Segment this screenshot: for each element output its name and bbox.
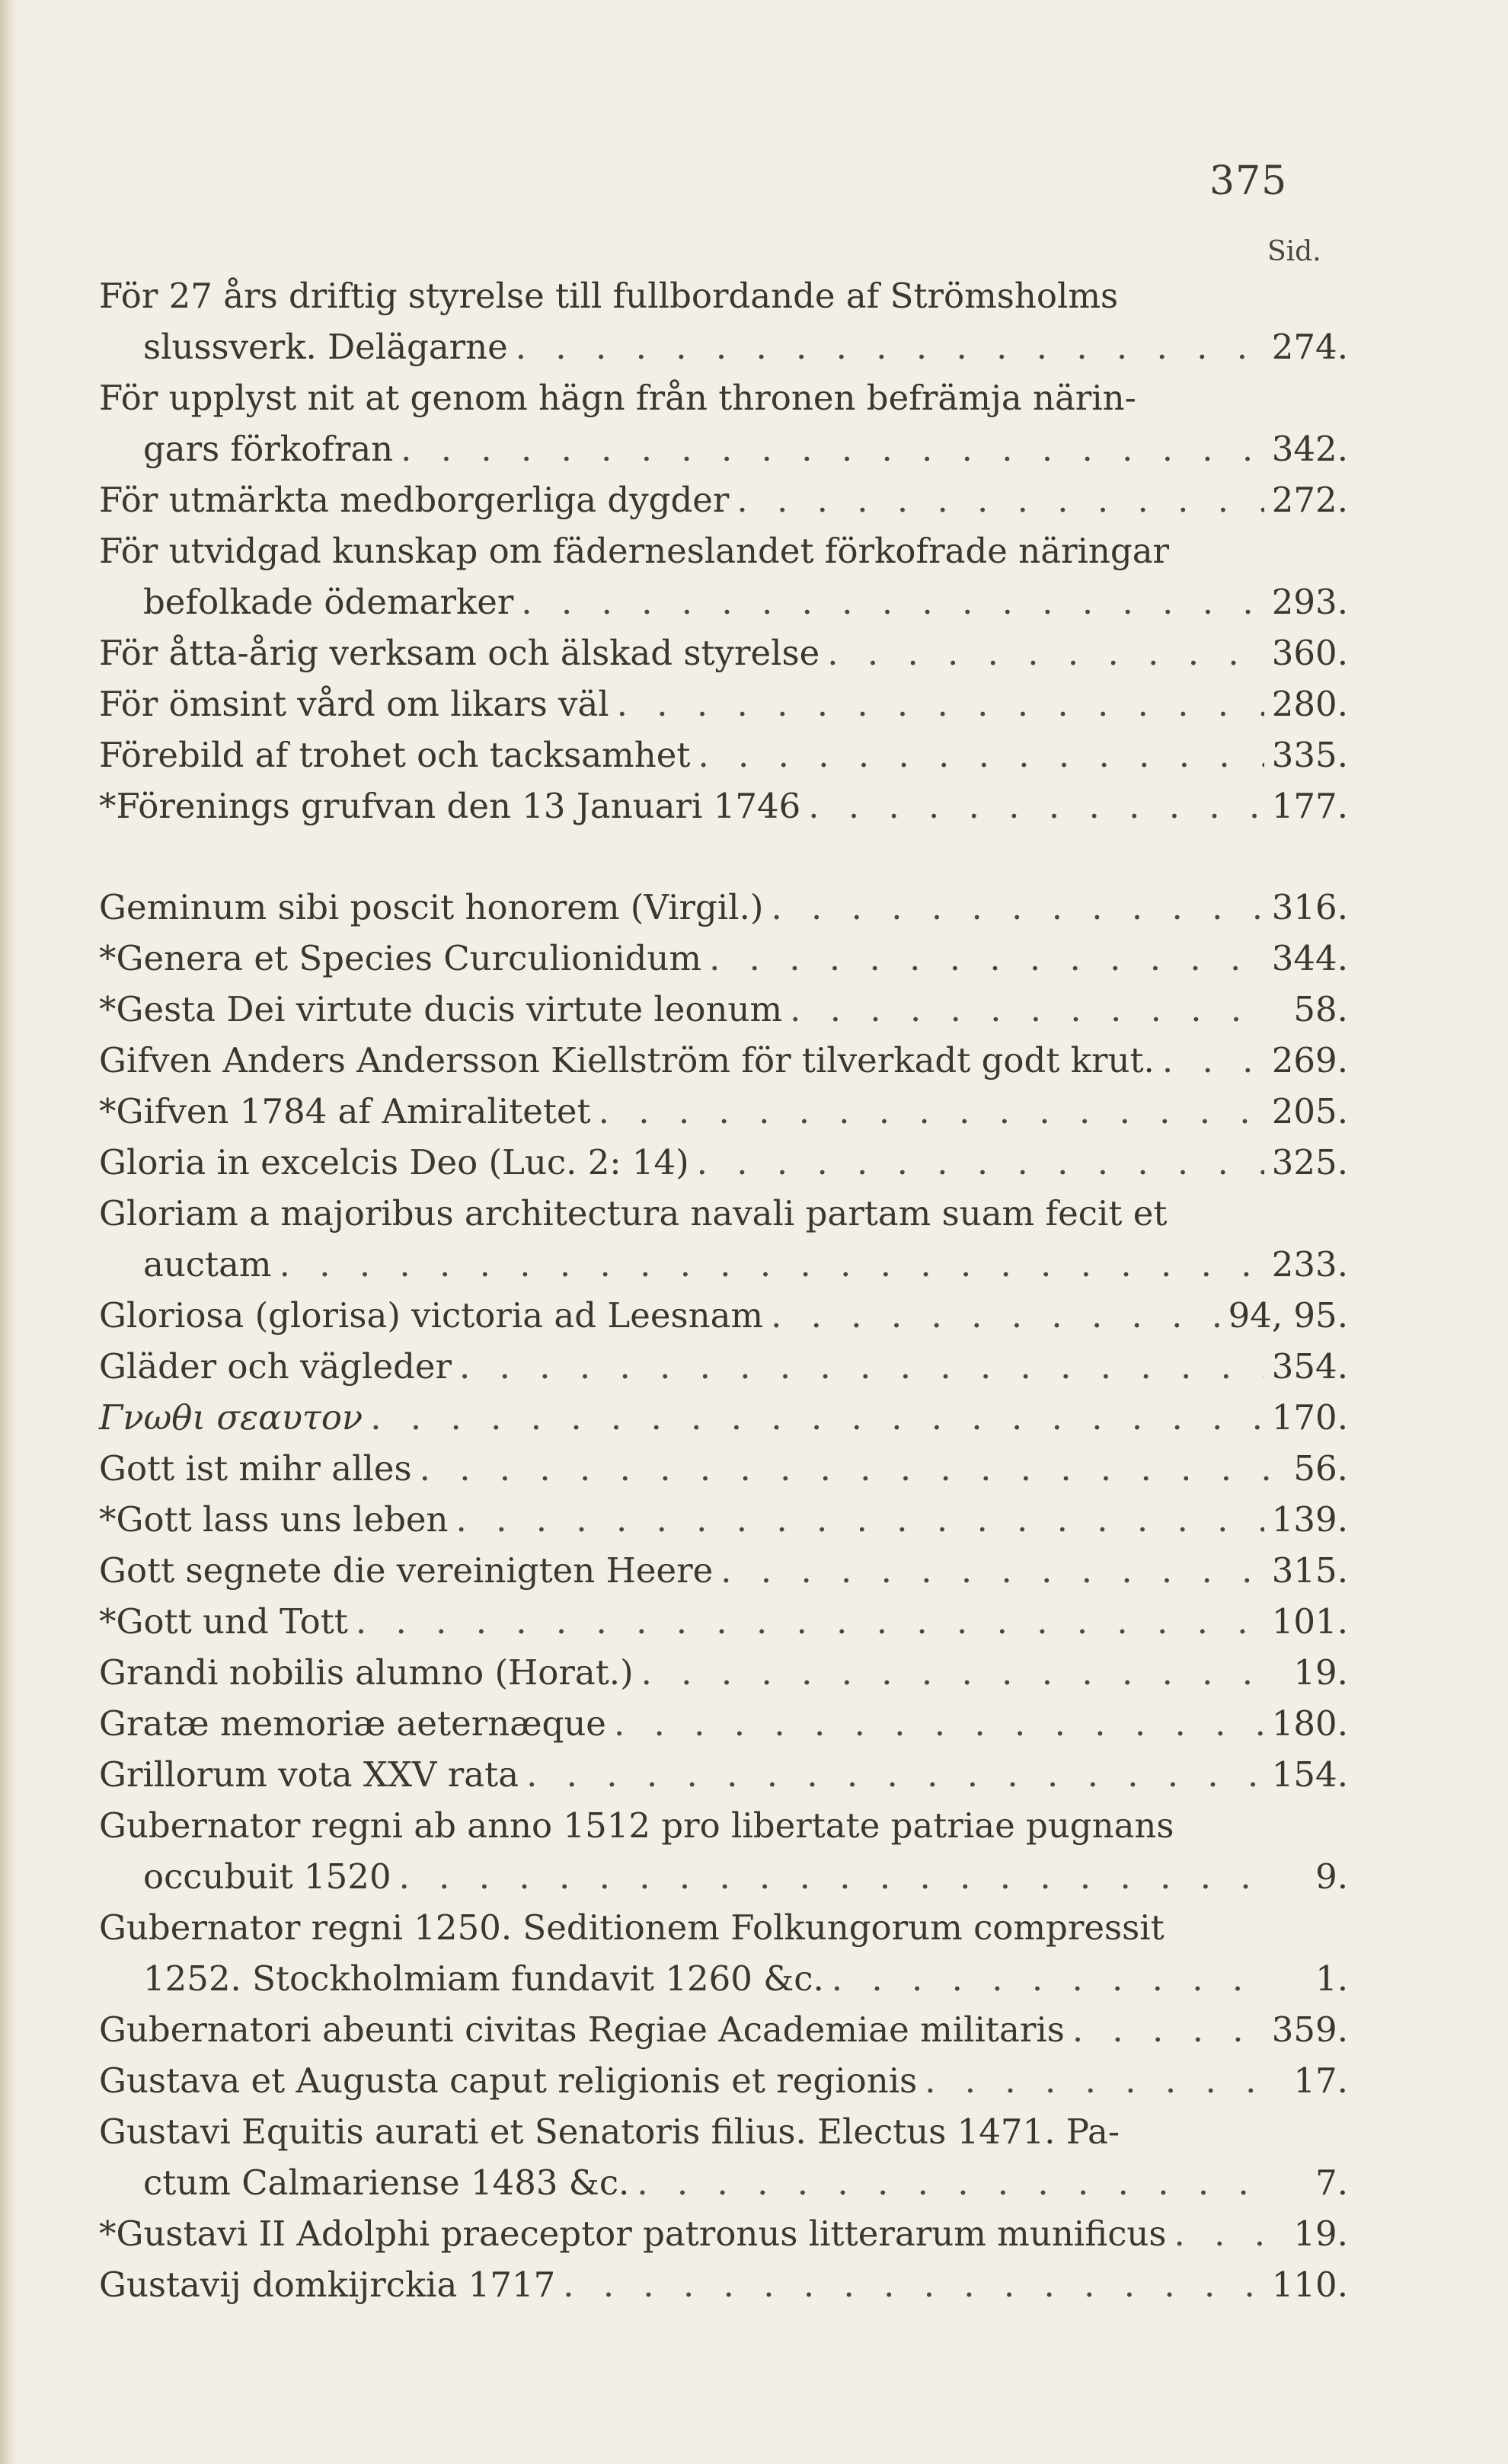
entry-page-number: 293. xyxy=(1271,582,1348,622)
entry-page-number: 335. xyxy=(1271,735,1348,775)
dot-leader xyxy=(720,1545,1264,1596)
entry-text: För åtta-årig verksam och älskad styrelse xyxy=(99,633,820,673)
index-entry xyxy=(99,1290,1348,1341)
entry-text: För utmärkta medborgerliga dygder xyxy=(99,480,730,520)
index-entry xyxy=(99,1341,1348,1392)
index-entry xyxy=(99,1443,1348,1494)
entry-page-number: 154. xyxy=(1271,1754,1348,1795)
dot-leader xyxy=(709,933,1264,984)
entry-page-number: 280. xyxy=(1271,684,1348,724)
entry-last-line xyxy=(99,1647,1348,1698)
dot-leader xyxy=(521,576,1264,627)
entry-page-number: 19. xyxy=(1293,2213,1348,2254)
index-entry xyxy=(99,729,1348,780)
entry-page-number: 9. xyxy=(1315,1856,1348,1897)
dot-leader xyxy=(1072,2004,1264,2055)
index-entry xyxy=(99,1698,1348,1749)
index-entry xyxy=(99,1035,1348,1086)
entry-last-line xyxy=(99,1239,1348,1290)
dot-leader xyxy=(698,729,1264,780)
entry-text: *Gott und Tott xyxy=(99,1601,348,1642)
dot-leader xyxy=(832,1953,1270,2004)
entry-page-number: 101. xyxy=(1271,1601,1348,1642)
dot-leader xyxy=(827,627,1264,678)
dot-leader xyxy=(790,984,1270,1035)
index-entry xyxy=(99,1749,1348,1800)
entry-page-number: 269. xyxy=(1271,1040,1348,1080)
entry-last-line xyxy=(99,1953,1348,2004)
entry-page-number: 325. xyxy=(1271,1142,1348,1183)
entry-text: Gott segnete die vereinigten Heere xyxy=(99,1550,714,1591)
entry-text: *Gesta Dei virtute ducis virtute leonum xyxy=(99,989,783,1029)
entry-last-line xyxy=(99,984,1348,1035)
index-entry xyxy=(99,1494,1348,1545)
entry-text: Förebild af trohet och tacksamhet xyxy=(99,735,691,775)
entry-last-line xyxy=(99,1596,1348,1647)
index-entry xyxy=(99,474,1348,525)
entry-text: Gratæ memoriæ aeternæque xyxy=(99,1703,606,1744)
page-column-label: Sid. xyxy=(1267,236,1321,267)
dot-leader xyxy=(459,1341,1264,1392)
entry-last-line xyxy=(99,729,1348,780)
dot-leader xyxy=(697,1137,1264,1188)
dot-leader xyxy=(1162,1035,1264,1086)
dot-leader xyxy=(280,1239,1264,1290)
entry-page-number: 360. xyxy=(1271,633,1348,673)
index-entry xyxy=(99,1647,1348,1698)
entry-last-line xyxy=(99,1392,1348,1443)
index-entry xyxy=(99,882,1348,933)
dot-leader xyxy=(641,1647,1270,1698)
dot-leader xyxy=(599,1086,1264,1137)
index-entry xyxy=(99,1086,1348,1137)
entry-last-line xyxy=(99,576,1348,627)
entry-page-number: 17. xyxy=(1293,2060,1348,2101)
index-entry xyxy=(99,2106,1348,2208)
entry-text: Gläder och vägleder xyxy=(99,1346,452,1387)
index-entry xyxy=(99,1545,1348,1596)
dot-leader xyxy=(925,2055,1270,2106)
index-list xyxy=(99,270,1348,2310)
index-entry xyxy=(99,2004,1348,2055)
entry-last-line xyxy=(99,1341,1348,1392)
entry-page-number: 342. xyxy=(1271,429,1348,469)
entry-page-number: 139. xyxy=(1271,1499,1348,1540)
dot-leader xyxy=(420,1443,1270,1494)
index-entry xyxy=(99,1392,1348,1443)
index-entry xyxy=(99,780,1348,831)
entry-text-line: Gubernator regni 1250. Seditionem Folkungorum compressit xyxy=(99,1907,1165,1948)
page-edge xyxy=(0,0,17,2464)
entry-last-line xyxy=(99,1443,1348,1494)
group-separator xyxy=(99,831,1348,882)
entry-last-line xyxy=(99,1851,1348,1902)
entry-page-number: 205. xyxy=(1271,1091,1348,1131)
index-entry xyxy=(99,627,1348,678)
index-entry xyxy=(99,1902,1348,2004)
index-entry xyxy=(99,525,1348,627)
index-entry xyxy=(99,270,1348,372)
entry-last-line xyxy=(99,1086,1348,1137)
entry-page-number: 315. xyxy=(1271,1550,1348,1591)
entry-last-line xyxy=(99,1749,1348,1800)
entry-text: Gloriosa (glorisa) victoria ad Leesnam xyxy=(99,1295,764,1336)
index-entry xyxy=(99,1188,1348,1290)
entry-text-line: För upplyst nit at genom hägn från thronen befrämja närin- xyxy=(99,378,1136,418)
entry-text-line: Gubernator regni ab anno 1512 pro libertate patriae pugnans xyxy=(99,1805,1174,1846)
entry-text: *Gott lass uns leben xyxy=(99,1499,449,1540)
entry-last-line xyxy=(99,780,1348,831)
entry-last-line xyxy=(99,2157,1348,2208)
entry-page-number: 58. xyxy=(1293,989,1348,1029)
dot-leader xyxy=(356,1596,1264,1647)
entry-last-line xyxy=(99,1698,1348,1749)
index-entry xyxy=(99,984,1348,1035)
entry-page-number: 1. xyxy=(1315,1958,1348,1999)
dot-leader xyxy=(614,1698,1264,1749)
dot-leader xyxy=(808,780,1264,831)
page-number: 375 xyxy=(1209,158,1288,204)
entry-page-number: 180. xyxy=(1271,1703,1348,1744)
entry-text: slussverk. Delägarne xyxy=(143,327,508,367)
entry-page-number: 170. xyxy=(1271,1397,1348,1438)
entry-text: 1252. Stockholmiam fundavit 1260 &c. xyxy=(143,1958,824,1999)
entry-text: *Gustavi II Adolphi praeceptor patronus litterarum munificus xyxy=(99,2213,1167,2254)
entry-page-number: 56. xyxy=(1293,1448,1348,1489)
dot-leader xyxy=(771,882,1264,933)
entry-last-line xyxy=(99,1545,1348,1596)
entry-text: occubuit 1520 xyxy=(143,1856,391,1897)
index-entry xyxy=(99,933,1348,984)
entry-text: Gustavij domkijrckia 1717 xyxy=(99,2265,556,2305)
entry-text: *Genera et Species Curculionidum xyxy=(99,938,702,978)
entry-page-number: 359. xyxy=(1271,2009,1348,2050)
index-entry xyxy=(99,2259,1348,2310)
entry-page-number: 110. xyxy=(1271,2265,1348,2305)
index-entry xyxy=(99,1800,1348,1902)
index-entry xyxy=(99,1596,1348,1647)
entry-page-number: 19. xyxy=(1293,1652,1348,1693)
entry-text: Gloria in excelcis Deo (Luc. 2: 14) xyxy=(99,1142,689,1183)
entry-page-number: 316. xyxy=(1271,887,1348,927)
entry-page-number: 354. xyxy=(1271,1346,1348,1387)
entry-last-line xyxy=(99,2055,1348,2106)
entry-text: För ömsint vård om likars väl xyxy=(99,684,609,724)
entry-last-line xyxy=(99,423,1348,474)
entry-text: Geminum sibi poscit honorem (Virgil.) xyxy=(99,887,764,927)
entry-last-line xyxy=(99,1290,1348,1341)
dot-leader xyxy=(401,423,1264,474)
entry-text: Gott ist mihr alles xyxy=(99,1448,412,1489)
entry-last-line xyxy=(99,1035,1348,1086)
dot-leader xyxy=(563,2259,1264,2310)
dot-leader xyxy=(637,2157,1270,2208)
entry-text: gars förkofran xyxy=(143,429,394,469)
dot-leader xyxy=(736,474,1264,525)
index-entry xyxy=(99,2055,1348,2106)
entry-last-line xyxy=(99,627,1348,678)
entry-last-line xyxy=(99,2208,1348,2259)
entry-last-line xyxy=(99,1494,1348,1545)
dot-leader xyxy=(456,1494,1264,1545)
dot-leader xyxy=(516,321,1264,372)
index-entry xyxy=(99,372,1348,474)
entry-last-line xyxy=(99,678,1348,729)
entry-text: Grandi nobilis alumno (Horat.) xyxy=(99,1652,634,1693)
dot-leader xyxy=(771,1290,1220,1341)
entry-text-line: För utvidgad kunskap om fäderneslandet förkofrade näringar xyxy=(99,531,1170,571)
entry-text: Gubernatori abeunti civitas Regiae Academiae militaris xyxy=(99,2009,1065,2050)
dot-leader xyxy=(399,1851,1270,1902)
entry-last-line xyxy=(99,474,1348,525)
index-entry xyxy=(99,2208,1348,2259)
entry-text: Γνωθι σεαυτον xyxy=(99,1397,363,1438)
entry-text-line: Gustavi Equitis aurati et Senatoris filius. Electus 1471. Pa- xyxy=(99,2111,1120,2152)
entry-page-number: 7. xyxy=(1315,2162,1348,2203)
entry-text: Gifven Anders Andersson Kiellström för tilverkadt godt krut. xyxy=(99,1040,1155,1080)
dot-leader xyxy=(370,1392,1264,1443)
index-entry xyxy=(99,678,1348,729)
entry-text: *Gifven 1784 af Amiralitetet xyxy=(99,1091,591,1131)
entry-last-line xyxy=(99,2259,1348,2310)
entry-text: auctam xyxy=(143,1244,272,1285)
entry-last-line xyxy=(99,1137,1348,1188)
entry-text-line: Gloriam a majoribus architectura navali partam suam fecit et xyxy=(99,1193,1168,1234)
entry-page-number: 344. xyxy=(1271,938,1348,978)
entry-text: befolkade ödemarker xyxy=(143,582,514,622)
entry-text: Gustava et Augusta caput religionis et regionis xyxy=(99,2060,918,2101)
entry-last-line xyxy=(99,882,1348,933)
entry-page-number: 177. xyxy=(1271,786,1348,826)
entry-text: Grillorum vota XXV rata xyxy=(99,1754,519,1795)
dot-leader xyxy=(1174,2208,1270,2259)
entry-page-number: 272. xyxy=(1271,480,1348,520)
entry-last-line xyxy=(99,321,1348,372)
entry-last-line xyxy=(99,933,1348,984)
entry-page-number: 274. xyxy=(1271,327,1348,367)
entry-text: *Förenings grufvan den 13 Januari 1746 xyxy=(99,786,801,826)
index-entry xyxy=(99,1137,1348,1188)
entry-last-line xyxy=(99,2004,1348,2055)
dot-leader xyxy=(617,678,1264,729)
dot-leader xyxy=(526,1749,1264,1800)
entry-text: ctum Calmariense 1483 &c. xyxy=(143,2162,630,2203)
entry-text-line: För 27 års driftig styrelse till fullbordande af Strömsholms xyxy=(99,276,1119,316)
entry-page-number: 94, 95. xyxy=(1228,1295,1348,1336)
entry-page-number: 233. xyxy=(1271,1244,1348,1285)
